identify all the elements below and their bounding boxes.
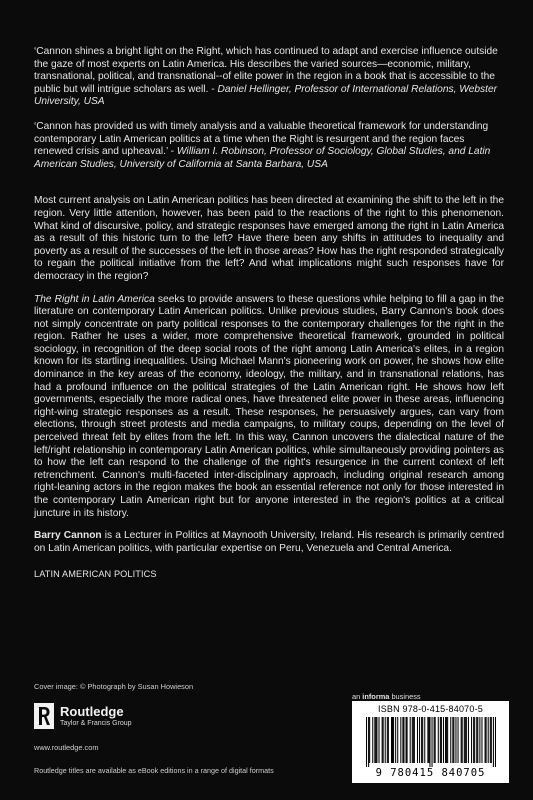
barcode-bar bbox=[441, 717, 442, 763]
publisher-group: Taylor & Francis Group bbox=[60, 719, 132, 727]
author-bio bbox=[34, 530, 504, 555]
barcode-bar bbox=[392, 717, 393, 763]
barcode-bar bbox=[455, 717, 456, 763]
barcode-bar bbox=[376, 717, 377, 763]
barcode-bar bbox=[485, 717, 486, 763]
informa-prefix: an bbox=[352, 692, 363, 701]
barcode-bar bbox=[466, 717, 467, 763]
barcode-bar bbox=[432, 717, 433, 767]
barcode-digits: 9 780415 840705 bbox=[375, 767, 486, 779]
barcode-bar bbox=[468, 717, 469, 763]
isbn-label: ISBN 978-0-415-84070-5 bbox=[378, 704, 483, 714]
review-quote-1 bbox=[34, 46, 504, 109]
barcode-bar bbox=[410, 717, 411, 763]
barcode-bar bbox=[429, 717, 430, 767]
review-quote-2 bbox=[34, 121, 504, 171]
barcode-bar bbox=[397, 717, 398, 763]
publisher-name bbox=[60, 705, 132, 728]
barcode-bar bbox=[419, 717, 420, 763]
barcode-bar bbox=[486, 717, 487, 763]
barcode-bar bbox=[369, 717, 370, 763]
barcode-bar bbox=[428, 717, 429, 763]
ebook-note: Routledge titles are available as eBook editions in a range of digital formats bbox=[34, 766, 274, 775]
barcode-bar bbox=[368, 717, 369, 767]
barcode-bar bbox=[402, 717, 403, 763]
informa-suffix: business bbox=[389, 692, 421, 701]
barcode-bar bbox=[378, 717, 379, 763]
author-name: Barry Cannon bbox=[34, 530, 102, 542]
barcode-bar bbox=[465, 717, 466, 763]
isbn-barcode bbox=[352, 701, 509, 783]
back-cover-content bbox=[34, 46, 504, 579]
barcode-bar bbox=[473, 717, 474, 763]
barcode-bar bbox=[462, 717, 463, 763]
informa-brand: informa bbox=[362, 692, 390, 701]
intro-paragraph: Most current analysis on Latin American politics has been directed at examining the shift to the left in the region. Very little attention, however, has been paid to the reactions of the right to this phenomenon. What kind of discursive, policy, and strategic responses have emerged among the right in Latin America as a result of this historic turn to the left? Have there been any shifts in attitudes to inequality and poverty as a result of the successes of the left in those areas? How has the right responded strategically to regain the political initiative from the left? And what implications might such responses have for democracy in the region? bbox=[34, 195, 505, 282]
routledge-logo-icon bbox=[34, 703, 54, 729]
barcode-bar bbox=[383, 717, 384, 763]
barcode-bar bbox=[372, 717, 373, 763]
barcode-bar bbox=[450, 717, 451, 763]
cover-credit: Cover image: © Photograph by Susan Howieson bbox=[34, 682, 194, 691]
barcode-bar bbox=[412, 717, 413, 763]
barcode-bar bbox=[407, 717, 408, 763]
barcode-bar bbox=[453, 717, 454, 763]
barcode-bar bbox=[375, 717, 376, 763]
barcode-icon bbox=[366, 717, 496, 767]
barcode-bar bbox=[490, 717, 491, 763]
barcode-bar bbox=[488, 717, 489, 763]
barcode-bar bbox=[427, 717, 428, 763]
barcode-bar bbox=[479, 717, 480, 763]
quote-attribution: Daniel Hellinger, Professor of International Relations, Webster University, USA bbox=[34, 83, 498, 108]
barcode-bar bbox=[400, 717, 401, 763]
publisher-website: www.routledge.com bbox=[34, 743, 99, 752]
quote-text: ‘Cannon has provided us with timely analysis and a valuable theoretical framework for understanding contemporary Latin American politics at a time when the Right is resurgent and the region faces renewed crisis and upheaval.’ - bbox=[34, 120, 489, 158]
barcode-bar bbox=[491, 717, 492, 763]
barcode-bar bbox=[422, 717, 423, 763]
subject-category: LATIN AMERICAN POLITICS bbox=[34, 569, 157, 580]
barcode-bar bbox=[458, 717, 459, 763]
barcode-bar bbox=[366, 717, 367, 767]
barcode-bar bbox=[461, 717, 462, 763]
publisher-logo bbox=[34, 703, 132, 729]
barcode-bar bbox=[495, 717, 496, 767]
barcode-bar bbox=[476, 717, 477, 763]
barcode-bar bbox=[452, 717, 453, 763]
book-title: The Right in Latin America bbox=[34, 293, 155, 305]
quote-attribution: William I. Robinson, Professor of Sociology, Global Studies, and Latin American Studies, University of California at Santa Barbara, USA bbox=[34, 146, 491, 170]
barcode-bar bbox=[474, 717, 475, 763]
barcode-bar bbox=[435, 717, 436, 763]
barcode-bar bbox=[395, 717, 396, 763]
barcode-bar bbox=[413, 717, 414, 763]
barcode-bar bbox=[387, 717, 388, 763]
barcode-bar bbox=[424, 717, 425, 763]
informa-tagline bbox=[352, 692, 421, 701]
barcode-bar bbox=[440, 717, 441, 763]
barcode-bar bbox=[445, 717, 446, 763]
barcode-bar bbox=[481, 717, 482, 763]
barcode-bar bbox=[434, 717, 435, 763]
barcode-bar bbox=[477, 717, 478, 763]
barcode-bar bbox=[385, 717, 386, 763]
barcode-bar bbox=[421, 717, 422, 763]
barcode-bar bbox=[443, 717, 444, 763]
barcode-bar bbox=[417, 717, 418, 763]
quote-text: ‘Cannon shines a bright light on the Right, which has continued to adapt and exercise influence outside the gaze of most experts on Latin America. His describes the varied sources—economic, military, transnational, political, and transnational--of elite power in the region in a book that is accessible to the public but will intrigue scholars as well. - bbox=[34, 46, 498, 95]
barcode-bar bbox=[414, 717, 415, 763]
barcode-bar bbox=[446, 717, 447, 763]
publisher-brand: Routledge bbox=[60, 703, 124, 719]
bio-text: is a Lecturer in Politics at Maynooth University, Ireland. His research is primarily centred on Latin American politics, with particular expertise on Peru, Venezuela and Central America. bbox=[34, 530, 504, 554]
barcode-bar bbox=[382, 717, 383, 763]
body-paragraph bbox=[34, 294, 504, 521]
barcode-bar bbox=[393, 717, 394, 763]
barcode-bar bbox=[406, 717, 407, 763]
body-text: seeks to provide answers to these questions while helping to fill a gap in the literature on contemporary Latin American politics. Unlike previous studies, Barry Cannon's book does not simply concentrate on party political responses to the contemporary challenges for the right in the region. Rather he uses a wider, more comprehensive theoretical framework, grounded in political sociology, in recognition of the deep social roots of the right among Latin America's elites, in a region known for its startling inequalities. Using Michael Mann's pioneering work on power, he shows how elite dominance in the key areas of the economy, ideology, the military, and in transnational relations, has had a profound influence on the political strategies of the Latin American right. He shows how left governments, especially the more radical ones, have threatened elite power in these areas, influencing right-wing strategic responses as a result. These responses, he persuasively argues, can vary from elections, through street protests and media campaigns, to military coups, depending on the level of perceived threat felt by elites from the left. In this way, Cannon uncovers the dialectical nature of the left/right relationship in contemporary Latin American politics, while simultaneously providing pointers as to how the left can respond to the challenge of the right's resurgence in the current context of left retrenchment. Cannon's multi-faceted inter-disciplinary approach, including original research among right-leaning actors in the region makes the book an essential reference not only for those interested in the contemporary Latin American right but for anyone interested in the region's politics at a critical juncture in its history. bbox=[34, 293, 504, 519]
barcode-bar bbox=[374, 717, 375, 763]
barcode-bar bbox=[391, 717, 392, 763]
barcode-bar bbox=[471, 717, 472, 763]
barcode-bar bbox=[403, 717, 404, 763]
barcode-bar bbox=[438, 717, 439, 763]
barcode-bar bbox=[464, 717, 465, 763]
barcode-bar bbox=[447, 717, 448, 763]
barcode-bar bbox=[493, 717, 494, 767]
barcode-bar bbox=[388, 717, 389, 763]
